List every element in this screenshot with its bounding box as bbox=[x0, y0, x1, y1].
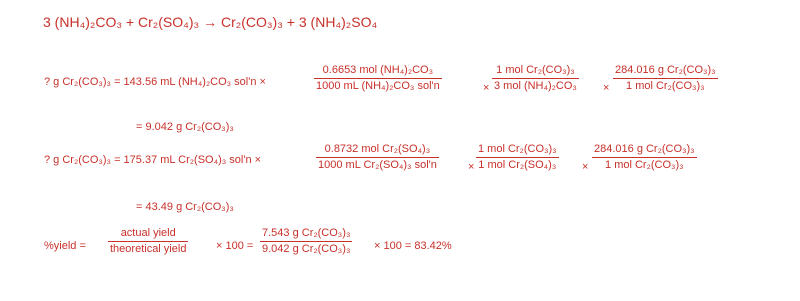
balanced-equation: 3 (NH₄)₂CO₃ + Cr₂(SO₄)₃ → Cr₂(CO₃)₃ + 3 (NH₄)₂SO₄ bbox=[43, 14, 378, 30]
yield-times-100: × 100 = bbox=[216, 240, 254, 252]
calc2-times-2: × bbox=[582, 161, 589, 173]
calc1-fraction-1 bbox=[314, 64, 442, 93]
calc2-fraction-2 bbox=[476, 143, 559, 172]
calc2-fraction-1 bbox=[316, 143, 439, 172]
calc1-fraction-3-numerator: 284.016 g Cr₂(CO₃)₃ bbox=[613, 64, 718, 79]
calc2-fraction-2-numerator: 1 mol Cr₂(CO₃)₃ bbox=[476, 143, 559, 158]
yield-fraction-1-denominator: theoretical yield bbox=[110, 243, 187, 255]
calc1-fraction-1-numerator: 0.6653 mol (NH₄)₂CO₃ bbox=[314, 64, 442, 79]
calc2-times-1: × bbox=[468, 161, 475, 173]
calc2-lhs: ? g Cr₂(CO₃)₃ = 175.37 mL Cr₂(SO₄)₃ sol'n × bbox=[44, 154, 262, 166]
calc1-lhs: ? g Cr₂(CO₃)₃ = 143.56 mL (NH₄)₂CO₃ sol'n × bbox=[44, 76, 266, 88]
calc1-times-1: × bbox=[483, 82, 490, 94]
calc2-fraction-1-numerator: 0.8732 mol Cr₂(SO₄)₃ bbox=[316, 143, 439, 158]
yield-fraction-1-numerator: actual yield bbox=[108, 227, 188, 242]
calc1-fraction-2-denominator: 3 mol (NH₄)₂CO₃ bbox=[494, 80, 577, 92]
yield-fraction-2-denominator: 9.042 g Cr₂(CO₃)₃ bbox=[262, 243, 351, 255]
calc1-fraction-2 bbox=[492, 64, 579, 93]
calc1-fraction-3-denominator: 1 mol Cr₂(CO₃)₃ bbox=[626, 80, 705, 92]
calc1-fraction-2-numerator: 1 mol Cr₂(CO₃)₃ bbox=[492, 64, 579, 79]
calc2-result: = 43.49 g Cr₂(CO₃)₃ bbox=[136, 201, 234, 213]
calc2-fraction-2-denominator: 1 mol Cr₂(SO₄)₃ bbox=[478, 159, 557, 171]
calc1-times-2: × bbox=[603, 82, 610, 94]
yield-label: %yield = bbox=[44, 240, 86, 252]
calc1-fraction-1-denominator: 1000 mL (NH₄)₂CO₃ sol'n bbox=[316, 80, 440, 92]
yield-fraction-1 bbox=[108, 227, 188, 256]
calc2-fraction-1-denominator: 1000 mL Cr₂(SO₄)₃ sol'n bbox=[318, 159, 437, 171]
calc2-fraction-3 bbox=[592, 143, 697, 172]
calc2-fraction-3-numerator: 284.016 g Cr₂(CO₃)₃ bbox=[592, 143, 697, 158]
yield-final: × 100 = 83.42% bbox=[374, 240, 452, 252]
calc2-fraction-3-denominator: 1 mol Cr₂(CO₃)₃ bbox=[605, 159, 684, 171]
yield-fraction-2 bbox=[260, 227, 352, 256]
calc1-result: = 9.042 g Cr₂(CO₃)₃ bbox=[136, 121, 234, 133]
yield-fraction-2-numerator: 7.543 g Cr₂(CO₃)₃ bbox=[260, 227, 352, 242]
calc1-fraction-3 bbox=[613, 64, 718, 93]
